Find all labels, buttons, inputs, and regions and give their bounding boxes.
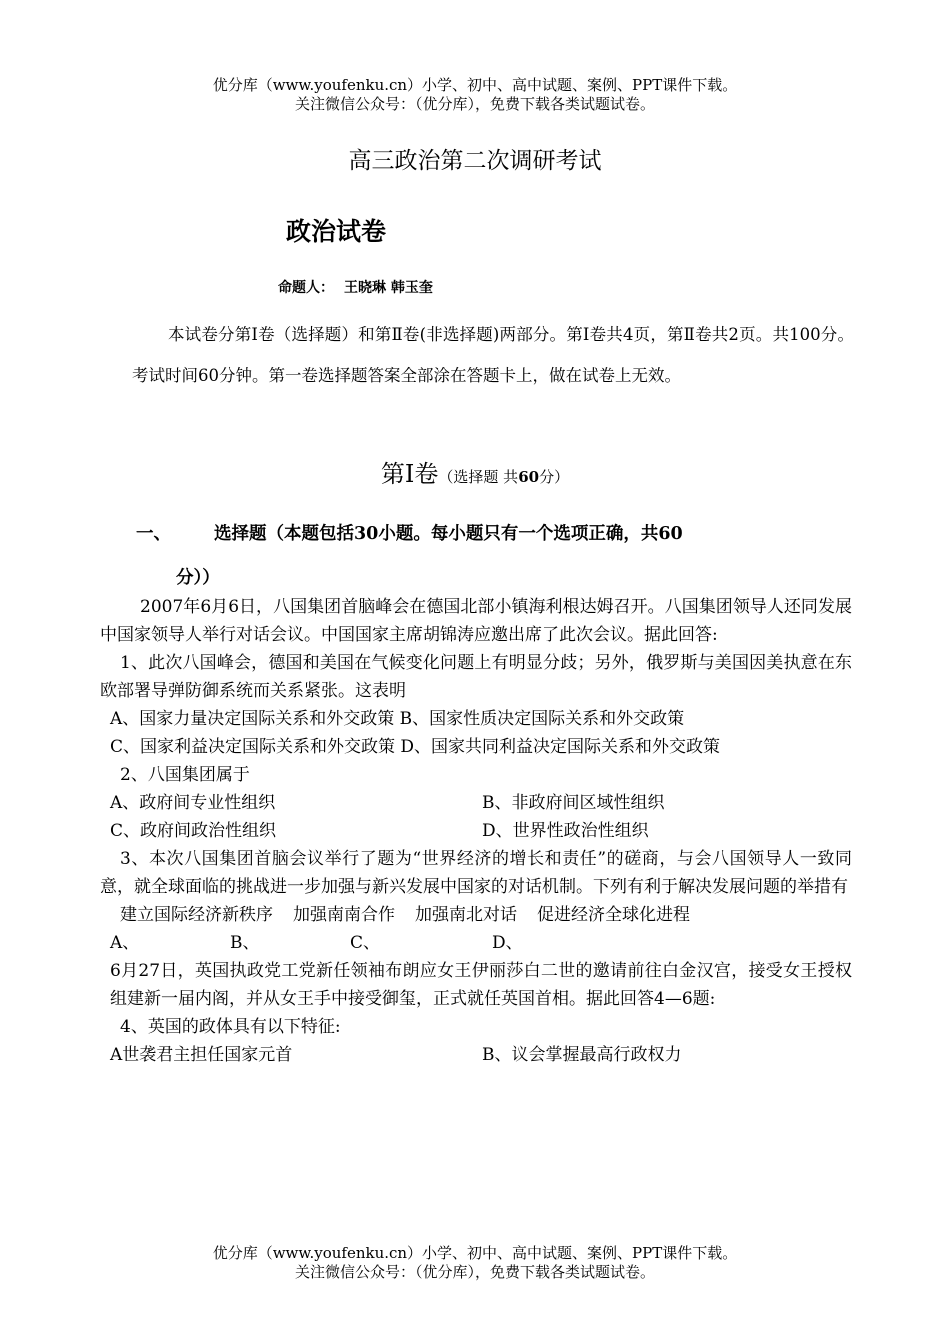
section-score: 60 [518,468,540,486]
exam-title: 高三政治第二次调研考试 [348,148,602,174]
page-footer [0,1244,950,1282]
question-4-option-a: A世袭君主担任国家元首 [110,1045,293,1065]
question-2-stem: 2、八国集团属于 [120,765,250,785]
question-3-measures [100,901,852,929]
measure-4: 促进经济全球化进程 [537,905,690,925]
part-heading [136,512,856,600]
question-3-option-b: B、 [230,933,260,953]
footer-line-2: 关注微信公众号：（优分库），免费下载各类试题试卷。 [294,1263,655,1281]
question-2-row-2 [100,817,852,845]
exam-intro: 本试卷分第Ⅰ卷（选择题）和第Ⅱ卷(非选择题)两部分。第Ⅰ卷共4页，第Ⅱ卷共2页。共100分。考试时间60分钟。第一卷选择题答案全部涂在答题卡上，做在试卷上无效。 [132,325,854,385]
part-text-cont: 分）） [176,568,220,588]
header-line-1: 优分库（www.youfenku.cn）小学、初中、高中试题、案例、PPT课件下载。 [212,76,738,94]
questions-body [100,593,852,1069]
question-1-options-cd: C、国家利益决定国际关系和外交政策 D、国家共同利益决定国际关系和外交政策 [110,737,721,757]
part-text: 选择题（本题包括30小题。每小题只有一个选项正确，共60 [214,524,683,544]
exam-subtitle: 政治试卷 [286,217,387,246]
passage-2: 6月27日，英国执政党工党新任领袖布朗应女王伊丽莎白二世的邀请前往白金汉宫，接受女王授权组建新一届内阁，并从女王手中接受御玺，正式就任英国首相。据此回答4—6题: [110,961,852,1009]
authors-names: 王晓琳 韩玉奎 [344,280,433,296]
question-2-option-a: A、政府间专业性组织 [110,793,276,813]
question-4-option-b: B、议会掌握最高行政权力 [482,1045,682,1065]
question-2-option-d: D、世界性政治性组织 [482,821,649,841]
question-1-options-ab: A、国家力量决定国际关系和外交政策 B、国家性质决定国际关系和外交政策 [110,709,685,729]
part-number: 一、 [136,524,171,544]
authors-label: 命题人： [278,280,334,296]
question-2-option-b: B、非政府间区域性组织 [482,793,665,813]
page-header [0,76,950,114]
question-1-stem: 1、此次八国峰会，德国和美国在气候变化问题上有明显分歧；另外，俄罗斯与美国因美执意在东欧部署导弹防御系统而关系紧张。这表明 [100,653,852,701]
question-2-option-c: C、政府间政治性组织 [110,821,277,841]
question-3-option-d: D、 [492,933,523,953]
measure-1: 建立国际经济新秩序 [120,905,273,925]
measure-2: 加强南南合作 [293,905,395,925]
section-note-end: 分） [539,468,570,486]
question-3-stem: 3、本次八国集团首脑会议举行了题为“世界经济的增长和责任”的磋商，与会八国领导人一致同意，就全球面临的挑战进一步加强与新兴发展中国家的对话机制。下列有利于解决发展问题的举措有 [100,849,852,897]
question-3-options [100,929,852,957]
header-line-2: 关注微信公众号：（优分库），免费下载各类试题试卷。 [294,95,655,113]
question-2-row-1 [100,789,852,817]
section-title [0,454,950,489]
measure-3: 加强南北对话 [415,905,517,925]
passage-1: 2007年6月6日，八国集团首脑峰会在德国北部小镇海利根达姆召开。八国集团领导人还同发展中国家领导人举行对话会议。中国国家主席胡锦涛应邀出席了此次会议。据此回答: [100,597,852,645]
section-main: 第Ⅰ卷 [380,460,439,488]
footer-line-1: 优分库（www.youfenku.cn）小学、初中、高中试题、案例、PPT课件下载。 [212,1244,738,1262]
section-note: （选择题 共 [438,468,519,486]
question-3-option-c: C、 [350,933,381,953]
question-4-stem: 4、英国的政体具有以下特征: [120,1017,341,1037]
question-4-row-1 [100,1041,852,1069]
question-3-option-a: A、 [110,933,140,953]
authors-line [278,277,443,297]
